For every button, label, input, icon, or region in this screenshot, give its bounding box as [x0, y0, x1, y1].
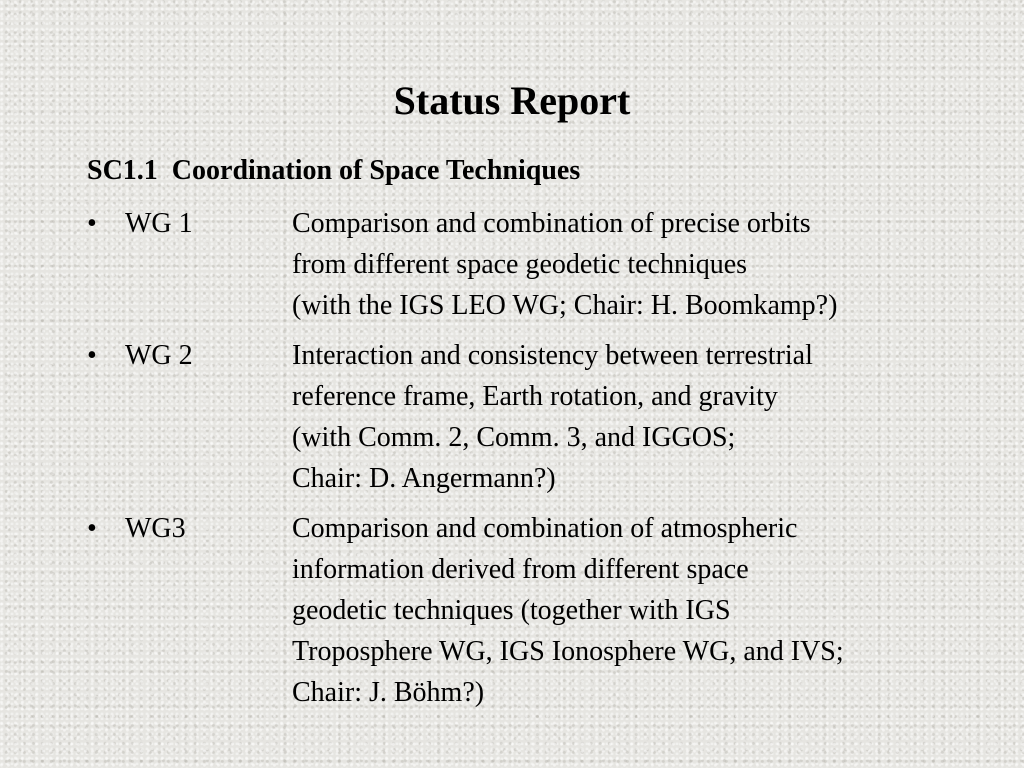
- description-line: (with the IGS LEO WG; Chair: H. Boomkamp?): [292, 290, 838, 321]
- description-line: information derived from different space: [292, 554, 749, 585]
- working-group-item: [87, 508, 987, 713]
- bullet-icon: •: [87, 208, 97, 239]
- description-line: Comparison and combination of atmospheric: [292, 513, 798, 544]
- description-line: reference frame, Earth rotation, and gravity: [292, 381, 778, 412]
- description-line: Troposphere WG, IGS Ionosphere WG, and IVS;: [292, 636, 844, 667]
- description-line: (with Comm. 2, Comm. 3, and IGGOS;: [292, 422, 736, 453]
- working-group-item: [87, 203, 987, 326]
- section-heading: SC1.1 Coordination of Space Techniques: [87, 155, 581, 186]
- working-group-description: [292, 203, 987, 326]
- working-group-item: [87, 335, 987, 499]
- description-line: Comparison and combination of precise orbits: [292, 208, 811, 239]
- description-line: from different space geodetic techniques: [292, 249, 748, 280]
- description-line: Interaction and consistency between terrestrial: [292, 340, 813, 371]
- working-group-label: WG 1: [125, 208, 193, 239]
- description-line: Chair: J. Böhm?): [292, 677, 485, 708]
- working-group-label: WG3: [125, 513, 186, 544]
- description-line: Chair: D. Angermann?): [292, 463, 556, 494]
- description-line: geodetic techniques (together with IGS: [292, 595, 731, 626]
- working-group-list: [87, 203, 987, 722]
- working-group-description: [292, 335, 987, 499]
- working-group-description: [292, 508, 987, 713]
- working-group-label: WG 2: [125, 340, 193, 371]
- bullet-icon: •: [87, 340, 97, 371]
- bullet-icon: •: [87, 513, 97, 544]
- slide-title: Status Report: [393, 78, 631, 123]
